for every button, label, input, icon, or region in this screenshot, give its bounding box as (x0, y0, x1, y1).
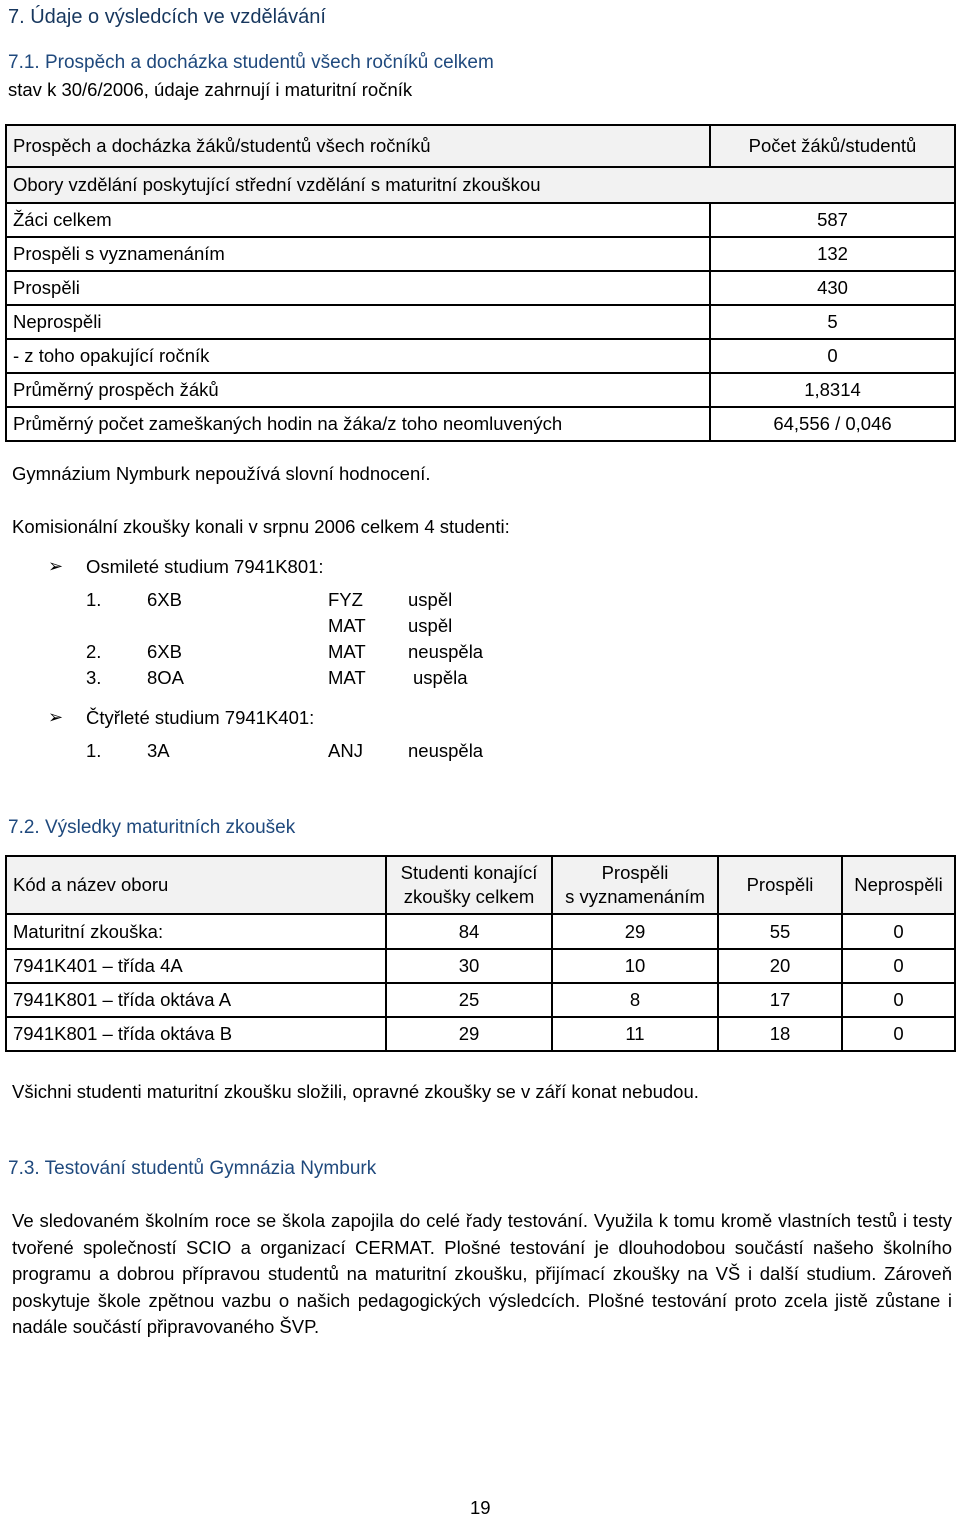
exam-no: 2. (86, 641, 102, 662)
exam-subject: MAT (328, 615, 366, 636)
attendance-header-left: Prospěch a docházka žáků/studentů všech ročníků (6, 125, 710, 167)
col-header-failed: Neprospěli (842, 856, 955, 914)
arrow-bullet-icon: ➢ (48, 707, 64, 727)
col-header-students-line1: Studenti konající (400, 862, 538, 883)
maturita-note: Všichni studenti maturitní zkoušku složili, opravné zkoušky se v září konat nebudou. (12, 1081, 699, 1102)
group-four-year-title: Čtyřleté studium 7941K401: (86, 707, 315, 728)
exam-subject: MAT (328, 667, 366, 688)
attendance-table (5, 124, 956, 442)
row-passed: 55 (718, 914, 842, 949)
section-7-2-title: 7.2. Výsledky maturitních zkoušek (8, 817, 296, 838)
table-row (6, 237, 955, 271)
section-7-3-title: 7.3. Testování studentů Gymnázia Nymburk (8, 1158, 377, 1179)
row-label: Průměrný počet zameškaných hodin na žáka/z toho neomluvených (6, 407, 710, 441)
row-passed: 20 (718, 949, 842, 983)
section-7-1-title: 7.1. Prospěch a docházka studentů všech ročníků celkem (8, 52, 494, 73)
row-name: 7941K401 – třída 4A (6, 949, 386, 983)
col-header-passed: Prospěli (718, 856, 842, 914)
col-header-students-line2: zkoušky celkem (403, 886, 535, 907)
row-failed: 0 (842, 1017, 955, 1051)
attendance-header-right: Počet žáků/studentů (710, 125, 955, 167)
col-header-students (386, 856, 552, 914)
row-students: 29 (386, 1017, 552, 1051)
exam-result: uspěla (413, 667, 468, 688)
table-row (6, 305, 955, 339)
row-value: 0 (710, 339, 955, 373)
row-value: 132 (710, 237, 955, 271)
row-failed: 0 (842, 983, 955, 1017)
row-honors: 29 (552, 914, 718, 949)
row-students: 84 (386, 914, 552, 949)
row-value: 64,556 / 0,046 (710, 407, 955, 441)
row-label: Průměrný prospěch žáků (6, 373, 710, 407)
table-row (6, 203, 955, 237)
exam-no: 1. (86, 740, 102, 761)
row-students: 25 (386, 983, 552, 1017)
row-value: 5 (710, 305, 955, 339)
note-verbal-assessment: Gymnázium Nymburk nepoužívá slovní hodnocení. (12, 463, 431, 484)
row-value: 1,8314 (710, 373, 955, 407)
exam-result: neuspěla (408, 740, 484, 761)
attendance-subheader: Obory vzdělání poskytující střední vzdělání s maturitní zkouškou (6, 167, 955, 203)
table-row (6, 339, 955, 373)
exam-class: 6XB (147, 589, 182, 610)
row-failed: 0 (842, 914, 955, 949)
exam-class: 6XB (147, 641, 182, 662)
row-label: Prospěli (6, 271, 710, 305)
col-header-honors-line2: s vyznamenáním (565, 886, 705, 907)
row-label: Neprospěli (6, 305, 710, 339)
exam-subject: ANJ (328, 740, 363, 761)
row-passed: 18 (718, 1017, 842, 1051)
row-name: 7941K801 – třída oktáva A (6, 983, 386, 1017)
row-honors: 11 (552, 1017, 718, 1051)
exam-subject: FYZ (328, 589, 363, 610)
section-7-1-subtitle: stav k 30/6/2006, údaje zahrnují i maturitní ročník (8, 79, 413, 100)
section-7-title: 7. Údaje o výsledcích ve vzdělávání (8, 6, 326, 28)
col-header-honors (552, 856, 718, 914)
arrow-bullet-icon: ➢ (48, 556, 64, 576)
table-row (6, 373, 955, 407)
row-name: Maturitní zkouška: (6, 914, 386, 949)
exam-result: uspěl (408, 615, 453, 636)
col-header-code: Kód a název oboru (6, 856, 386, 914)
exam-class: 8OA (147, 667, 185, 688)
page-number: 19 (470, 1497, 491, 1518)
table-row (6, 1017, 955, 1051)
exam-result: uspěl (408, 589, 453, 610)
col-header-honors-line1: Prospěli (601, 862, 669, 883)
testing-paragraph: Ve sledovaném školním roce se škola zapojila do celé řady testování. Využila k tomu kromě vlastních testů i testy tvořené společností SCIO a organizací CERMAT. Plošné testování je dlouhodobou součástí našeho školního programu a dobrou přípravou studentů na maturitní zkoušku, přijímací zkoušky na VŠ i další studium. Zároveň poskytuje škole zpětnou vazbu o našich pedagogických výsledcích. Plošné testování proto zcela jistě zůstane i nadále součástí připravovaného ŠVP. (12, 1210, 952, 1337)
table-row (6, 949, 955, 983)
table-row (6, 271, 955, 305)
row-honors: 10 (552, 949, 718, 983)
row-label: Žáci celkem (6, 203, 710, 237)
row-value: 430 (710, 271, 955, 305)
row-passed: 17 (718, 983, 842, 1017)
group-eight-year-title: Osmileté studium 7941K801: (86, 556, 324, 577)
row-failed: 0 (842, 949, 955, 983)
table-row (6, 983, 955, 1017)
table-row (6, 914, 955, 949)
note-commission-exams: Komisionální zkoušky konali v srpnu 2006 celkem 4 studenti: (12, 516, 510, 537)
exam-no: 1. (86, 589, 102, 610)
exam-no: 3. (86, 667, 102, 688)
table-row (6, 407, 955, 441)
exam-result: neuspěla (408, 641, 484, 662)
row-value: 587 (710, 203, 955, 237)
row-name: 7941K801 – třída oktáva B (6, 1017, 386, 1051)
row-students: 30 (386, 949, 552, 983)
maturita-results-table (5, 855, 956, 1052)
exam-subject: MAT (328, 641, 366, 662)
row-label: - z toho opakující ročník (6, 339, 710, 373)
row-label: Prospěli s vyznamenáním (6, 237, 710, 271)
exam-class: 3A (147, 740, 170, 761)
row-honors: 8 (552, 983, 718, 1017)
